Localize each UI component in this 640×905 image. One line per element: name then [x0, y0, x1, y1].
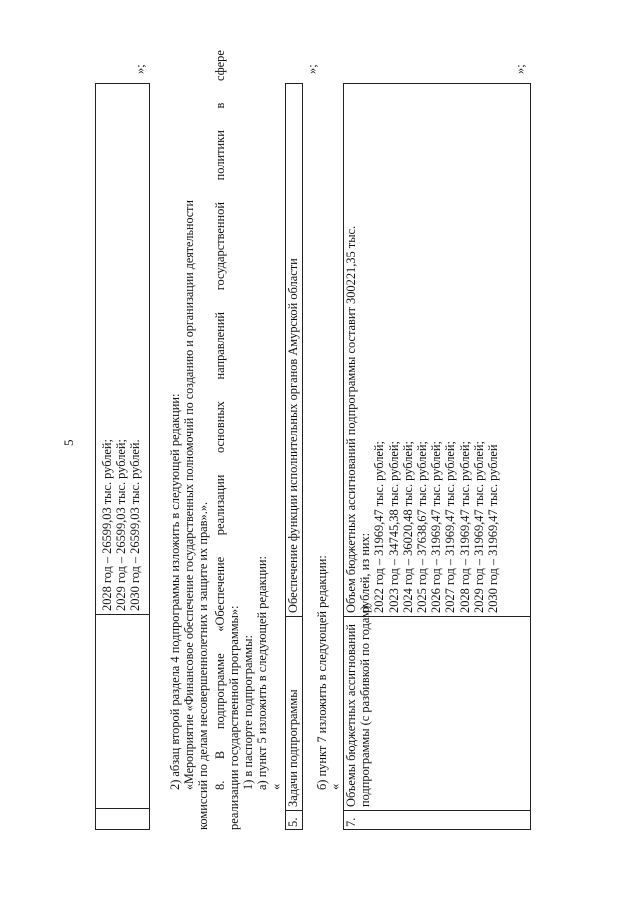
table-cell-label [96, 615, 150, 809]
table-cell-value [344, 84, 531, 617]
paragraph-text: 2) абзац второй раздела 4 подпрограммы изложить в следующей редакции: [168, 393, 182, 790]
year-line: 2029 год – 31969,47 тыс. рублей; [471, 441, 486, 613]
page-number: 5 [61, 439, 76, 446]
table-line: 2028 год – 26599,03 тыс. рублей; [100, 439, 114, 611]
table-item-7 [343, 83, 531, 830]
table-item-5 [285, 83, 303, 830]
year-line: 2024 год – 36020,48 тыс. рублей; [400, 441, 415, 613]
year-line: 2030 год – 31969,47 тыс. рублей [486, 444, 501, 613]
word: направлений [213, 311, 227, 380]
word: 8. [213, 780, 227, 790]
word: реализации [213, 474, 227, 536]
word: В [213, 750, 227, 760]
paragraph-text: реализации государственной программы»: [227, 605, 241, 830]
paragraph-text: комиссий по делам несовершеннолетних и защите их прав».». [196, 501, 210, 830]
table-cell-number [96, 809, 150, 830]
table-cell-label [344, 605, 531, 811]
closing-quote: »; [513, 64, 527, 74]
year-line: 2025 год – 37638,67 тыс. рублей; [415, 441, 430, 613]
word: государственной [213, 201, 227, 291]
paragraph-justified-line [213, 50, 227, 790]
table-cell-number: 7. [344, 811, 531, 830]
word: сфере [213, 50, 227, 82]
table-cell-value: Обеспечение функции исполнительных органов Амурской области [286, 84, 303, 617]
paragraph-text: 1) в паспорте подпрограммы: [241, 635, 255, 790]
closing-quote: »; [305, 64, 319, 74]
year-line: 2022 год – 31969,47 тыс. рублей; [372, 441, 387, 613]
opening-quote: « [328, 783, 342, 790]
paragraph-text: б) пункт 7 изложить в следующей редакции: [315, 555, 329, 790]
word: основных [213, 401, 227, 453]
table-line: 2030 год – 26599,03 тыс. рублей. [128, 439, 143, 611]
table-line: 2029 год – 26599,03 тыс. рублей; [114, 439, 129, 611]
closing-quote: »; [133, 64, 147, 74]
year-line: 2026 год – 31969,47 тыс. рублей; [429, 441, 444, 613]
word: «Обеспечение [213, 556, 227, 632]
year-line: 2028 год – 31969,47 тыс. рублей; [457, 441, 472, 613]
rotated-page-content [95, 50, 565, 830]
table-cell-value [96, 84, 150, 615]
table-top-continuation [95, 83, 150, 830]
paragraph-text: а) пункт 5 изложить в следующей редакции: [255, 556, 269, 790]
table-label-line: подпрограммы (с разбивкой по годам) [358, 605, 373, 807]
table-line: рублей, из них: [358, 532, 373, 613]
table-cell-label: Задачи подпрограммы [286, 617, 303, 811]
table-cell-number: 5. [286, 811, 303, 830]
year-line: 2027 год – 31969,47 тыс. рублей; [443, 441, 458, 613]
paragraph-text: «Мероприятие «Финансовое обеспечение государственных полномочий по созданию и организации деятельности [182, 200, 196, 790]
year-line: 2023 год – 34745,38 тыс. рублей; [386, 441, 401, 613]
opening-quote: « [269, 783, 283, 790]
table-label-line: Объемы бюджетных ассигнований [344, 623, 358, 807]
word: подпрограмме [213, 653, 227, 730]
word: в [213, 102, 227, 109]
word: политики [213, 130, 227, 181]
table-line: Объем бюджетных ассигнований подпрограммы составит 300221,35 тыс. [344, 225, 358, 613]
